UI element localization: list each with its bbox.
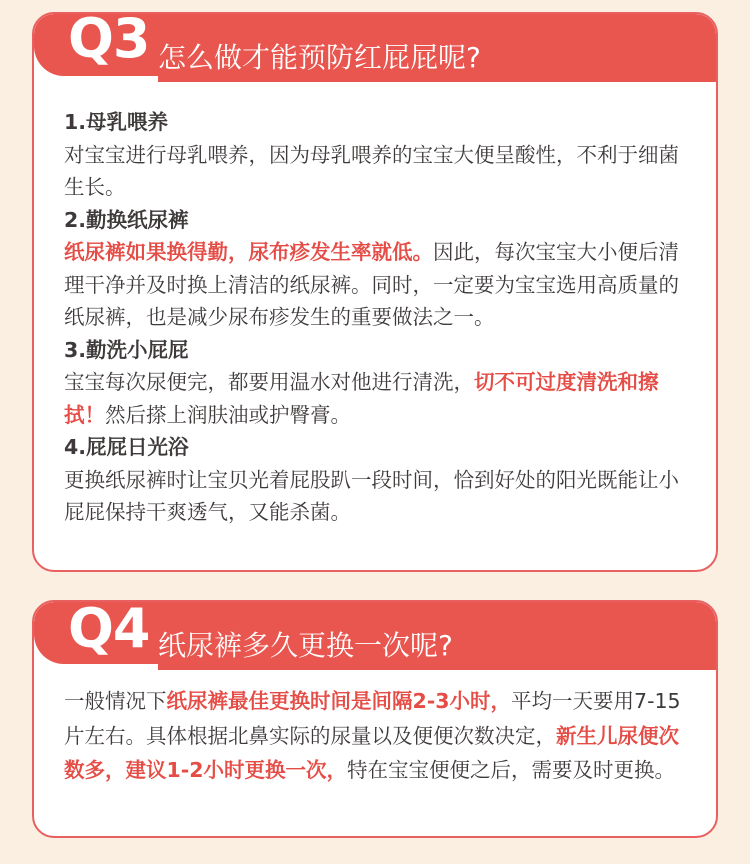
highlight-text: 纸尿裤如果换得勤，尿布疹发生率就低。 [64, 240, 433, 264]
q3-title: 怎么做才能预防红屁屁呢? [158, 34, 716, 82]
q3-section-3-heading: 3.勤洗小屁屁 [64, 337, 189, 362]
q3-badge: Q3 [68, 12, 150, 70]
highlight-text: 新生儿尿便次数多，建议1-2小时更换一次， [64, 723, 679, 782]
text-span: 宝宝每次尿便完，都要用温水对他进行清洗， [64, 370, 474, 394]
text-span: 更换纸尿裤时让宝贝光着屁股趴一段时间，恰到好处的阳光既能让小屁屁保持干爽透气，又能杀菌。 [64, 467, 679, 524]
text-span: 然后搽上润肤油或护臀膏。 [105, 402, 351, 427]
q4-badge: Q4 [68, 600, 150, 660]
text-span: 因此，每次宝宝大小便后清理干净并及时换上清洁的纸尿裤。同时，一定要为宝宝选用高质量的纸尿裤，也是减少尿布疹发生的重要做法之一。 [64, 240, 679, 329]
q3-section-4-text [64, 464, 692, 529]
q4-title: 纸尿裤多久更换一次呢? [158, 622, 716, 670]
highlight-text: 纸尿裤最佳更换时间是间隔2-3小时， [166, 689, 512, 713]
q3-section-3-text [64, 366, 692, 431]
q3-body [64, 106, 692, 529]
q3-section-1-text [64, 139, 692, 204]
text-span: 特在宝宝便便之后，需要及时更换。 [347, 758, 676, 782]
q3-section-2-text [64, 236, 692, 334]
text-span: 平均一天要用7-15片左右。具体根据北鼻实际的尿量以及便便次数决定， [64, 689, 681, 748]
q3-section-2-heading: 2.勤换纸尿裤 [64, 207, 189, 232]
q3-section-4-heading: 4.屁屁日光浴 [64, 435, 189, 459]
highlight-text: 切不可过度清洗和擦拭！ [64, 370, 659, 427]
q4-body [64, 684, 692, 788]
faq-card-q3 [32, 12, 718, 572]
q3-section-1-heading: 1.母乳喂养 [64, 110, 169, 134]
faq-card-q4 [32, 600, 718, 838]
text-span: 对宝宝进行母乳喂养，因为母乳喂养的宝宝大便呈酸性，不利于细菌生长。 [64, 142, 679, 199]
text-span: 一般情况下 [64, 689, 167, 713]
